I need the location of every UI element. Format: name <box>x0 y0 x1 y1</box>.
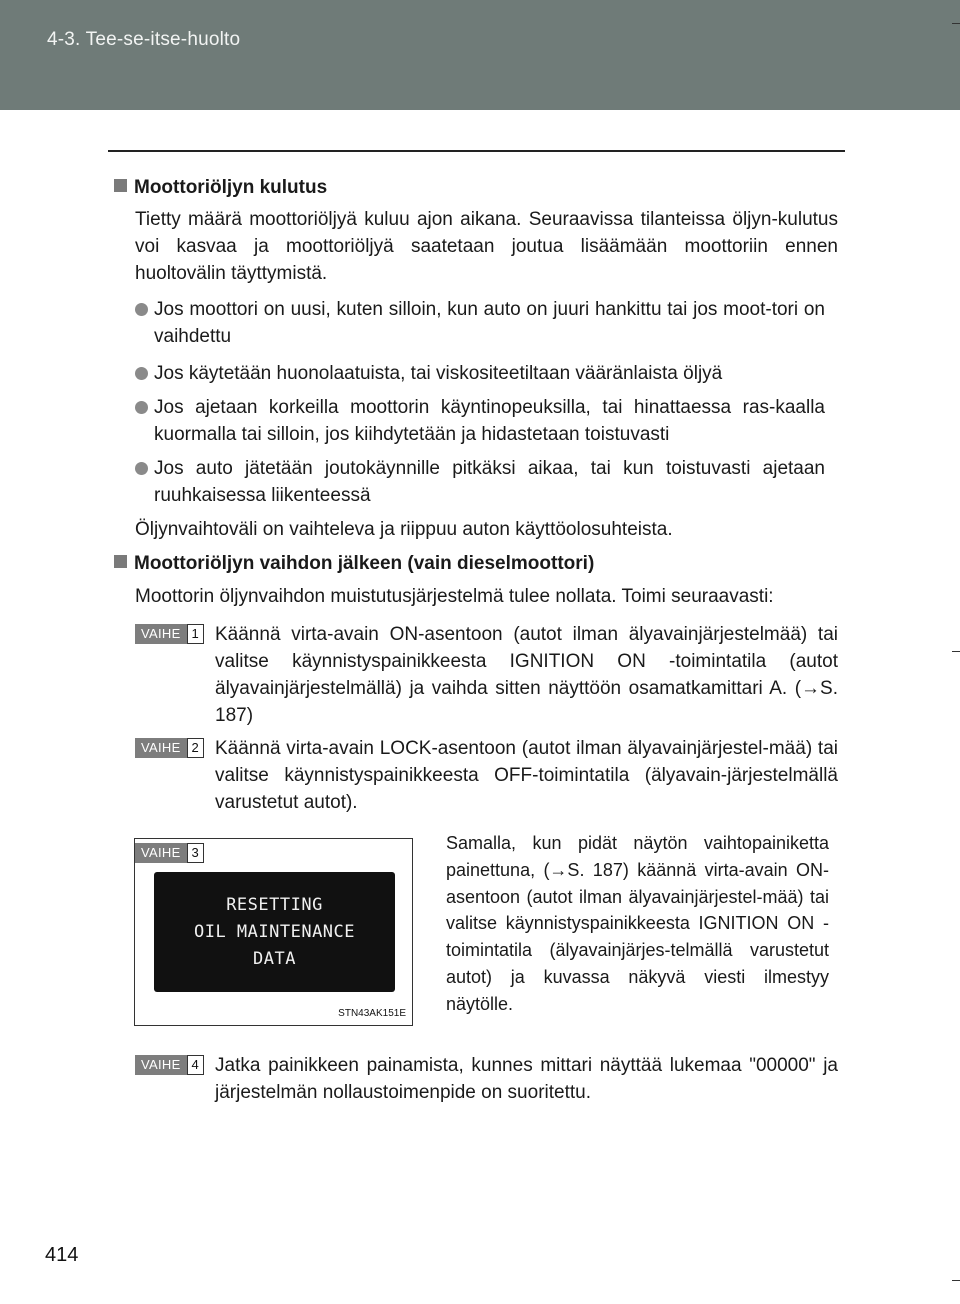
section-title-oil-consumption <box>114 175 327 201</box>
page-number: 414 <box>45 1244 79 1266</box>
bullet-item <box>135 455 825 509</box>
step-badge <box>135 843 204 863</box>
section-title-text: Moottoriöljyn vaihdon jälkeen (vain dieselmoottori) <box>134 553 595 574</box>
circle-bullet-icon <box>135 462 148 475</box>
display-line: RESETTING <box>226 894 323 915</box>
bullet-item <box>135 360 825 387</box>
page-header <box>0 0 960 110</box>
step-badge <box>135 624 204 644</box>
bullet-text: Jos käytetään huonolaatuista, tai viskositeetiltaan vääränlaista öljyä <box>154 363 723 384</box>
section-title-text: Moottoriöljyn kulutus <box>134 177 328 198</box>
square-bullet-icon <box>114 555 127 568</box>
step-badge <box>135 738 204 758</box>
bullet-text: Jos ajetaan korkeilla moottorin käyntinopeuksilla, tai hinattaessa ras-kaalla kuormalla tai silloin, jos kiihdytetään ja hidastetaan toistuvasti <box>154 397 825 445</box>
circle-bullet-icon <box>135 303 148 316</box>
circle-bullet-icon <box>135 367 148 380</box>
display-figure <box>134 838 413 1026</box>
crop-mark <box>952 1280 960 1281</box>
circle-bullet-icon <box>135 401 148 414</box>
step-label: VAIHE <box>135 738 187 758</box>
bullet-item <box>135 296 825 350</box>
step-badge <box>135 1055 204 1075</box>
crop-mark <box>952 23 960 24</box>
crop-mark <box>952 651 960 652</box>
step-number: 1 <box>187 624 204 644</box>
paragraph-outro: Öljynvaihtoväli on vaihteleva ja riippuu auton käyttöolosuhteista. <box>135 519 673 540</box>
step-number: 2 <box>187 738 204 758</box>
top-rule <box>108 150 845 152</box>
step-text: Jatka painikkeen painamista, kunnes mittari näyttää lukemaa "00000" ja järjestelmän nollaustoimenpide on suoritettu. <box>215 1055 838 1103</box>
bullet-text: Jos auto jätetään joutokäynnille pitkäksi aikaa, tai kun toistuvasti ajetaan ruuhkaisessa liikenteessä <box>154 458 825 506</box>
step-text: Käännä virta-avain ON-asentoon (autot ilman älyavainjärjestelmää) tai valitse käynnistyspainikkeesta IGNITION ON -toimintatila (autot älyavainjärjestelmällä) ja vaihda sitten näyttöön osamatkamittari A. (→S. 187) <box>215 624 838 726</box>
step-label: VAIHE <box>135 1055 187 1075</box>
step-text: Samalla, kun pidät näytön vaihtopainiketta painettuna, (→S. 187) käännä virta-avain ON-asentoon (autot ilman älyavainjärjestel-mää) tai valitse käynnistyspainikkeesta IGNITION ON -toimintatila (älyavainjärjes-telmällä varustetut autot) ja kuvassa näkyvä viesti ilmestyy näytölle. <box>446 833 829 1014</box>
figure-code: STN43AK151E <box>338 1008 406 1019</box>
step-number: 4 <box>187 1055 204 1075</box>
step-label: VAIHE <box>135 624 187 644</box>
paragraph-reset-intro: Moottorin öljynvaihdon muistutusjärjestelmä tulee nollata. Toimi seuraavasti: <box>135 586 774 607</box>
display-line: OIL MAINTENANCE <box>193 921 356 942</box>
bullet-item <box>135 394 825 448</box>
display-line: DATA <box>253 948 296 969</box>
bullet-text: Jos moottori on uusi, kuten silloin, kun auto on juuri hankittu tai jos moot-tori on vaihdettu <box>154 299 825 347</box>
square-bullet-icon <box>114 179 127 192</box>
step-number: 3 <box>187 843 204 863</box>
section-title-after-oil-change <box>114 551 594 577</box>
paragraph-intro: Tietty määrä moottoriöljyä kuluu ajon aikana. Seuraavissa tilanteissa öljyn-kulutus voi kasvaa ja moottoriöljyä saatetaan joutua lisäämään moottoriin ennen huoltovälin täyttymistä. <box>135 209 838 284</box>
section-breadcrumb: 4-3. Tee-se-itse-huolto <box>47 29 241 50</box>
multi-info-display <box>154 872 395 992</box>
step-label: VAIHE <box>135 843 187 863</box>
step-text: Käännä virta-avain LOCK-asentoon (autot ilman älyavainjärjestel-mää) tai valitse käynnistyspainikkeesta OFF-toimintatila (älyavain-järjestelmällä varustetut autot). <box>215 738 838 813</box>
